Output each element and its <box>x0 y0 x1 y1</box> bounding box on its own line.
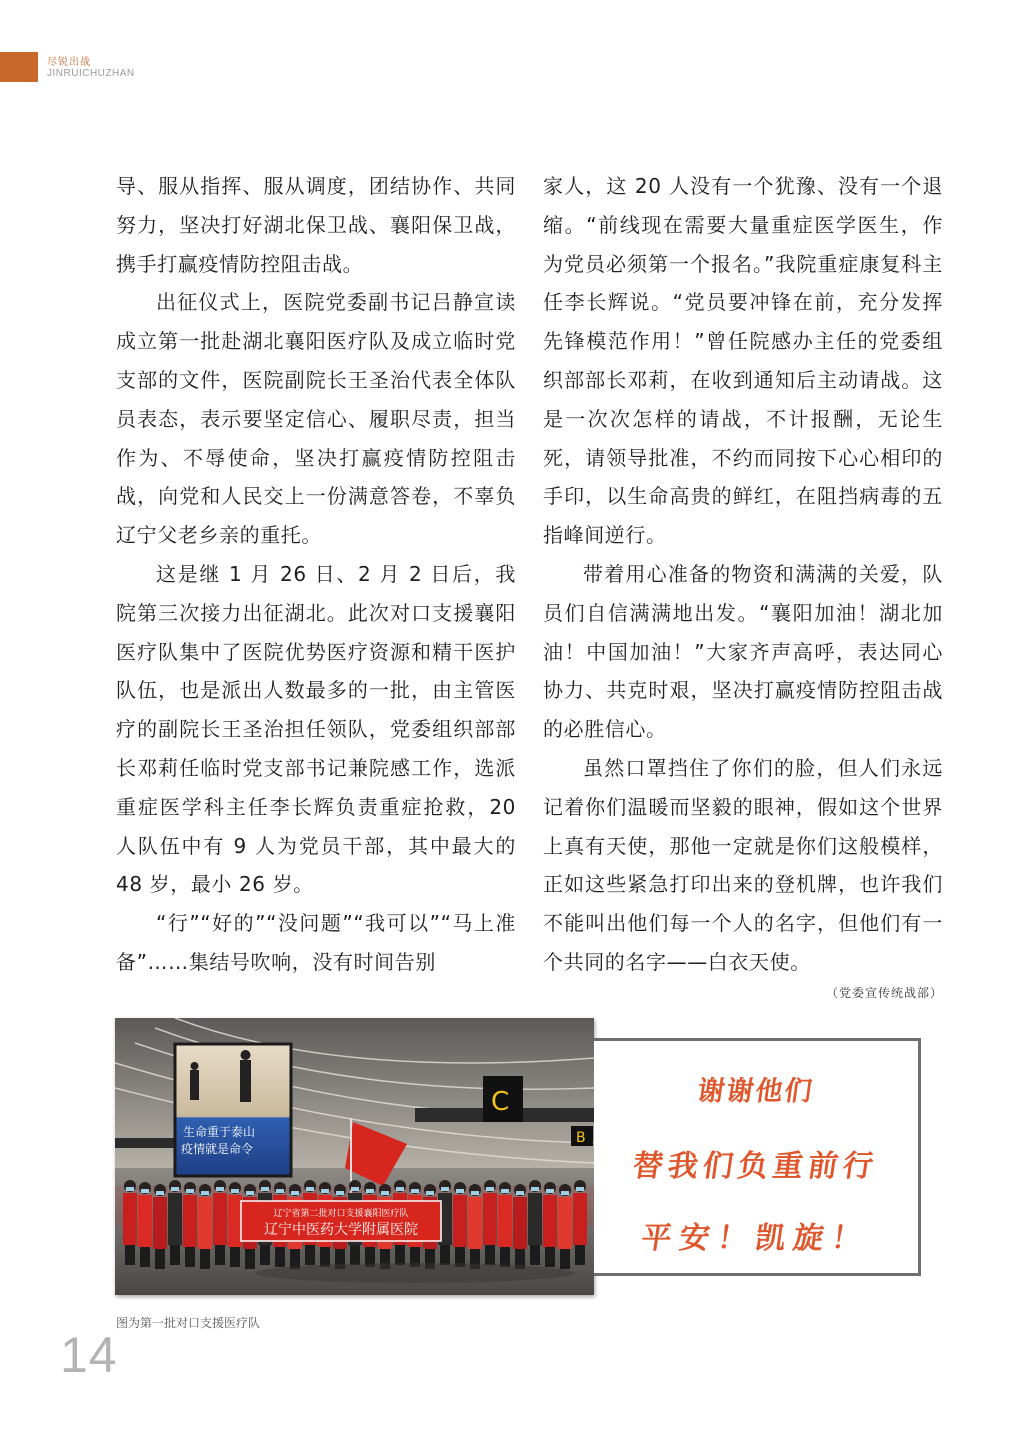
team-member-legs <box>170 1245 180 1265</box>
team-member-legs <box>350 1245 360 1265</box>
team-member-legs <box>245 1249 255 1269</box>
team-member <box>168 1193 182 1245</box>
team-member <box>483 1193 497 1245</box>
face-mask <box>291 1191 299 1195</box>
thanks-line-2: 替我们负重前行 <box>630 1149 881 1184</box>
article-left-column <box>116 167 516 982</box>
team-member <box>468 1197 482 1249</box>
face-mask <box>411 1189 419 1193</box>
gate-sign-b: B <box>576 1130 586 1146</box>
team-member-legs <box>395 1245 405 1265</box>
banner-line-1: 辽宁省第二批对口支援襄阳医疗队 <box>273 1209 409 1219</box>
team-member-legs <box>575 1245 585 1265</box>
face-mask <box>321 1189 329 1193</box>
team-member <box>213 1193 227 1245</box>
team-member-legs <box>545 1247 555 1267</box>
team-member-legs <box>155 1249 165 1269</box>
team-member <box>498 1195 512 1247</box>
team-member-legs <box>560 1249 570 1269</box>
thanks-line-3: 平安！凯旋！ <box>639 1221 872 1256</box>
face-mask <box>156 1191 164 1195</box>
team-member-legs <box>500 1247 510 1267</box>
team-member <box>573 1193 587 1245</box>
paragraph: 出征仪式上，医院党委副书记吕静宣读成立第一批赴湖北襄阳医疗队及成立临时党支部的文件，医院副院长王圣治代表全体队员表态，表示要坚定信心、履职尽责，担当作为、不辱使命，坚决打赢疫情防控阻击战，向党和人民交上一份满意答卷，不辜负辽宁父老乡亲的重托。 <box>116 290 516 548</box>
face-mask <box>231 1189 239 1193</box>
section-title-pinyin: JINRUICHUZHAN <box>47 68 135 79</box>
team-member <box>228 1195 242 1247</box>
team-member <box>183 1195 197 1247</box>
face-mask <box>546 1189 554 1193</box>
team-member <box>138 1195 152 1247</box>
face-mask <box>276 1189 284 1193</box>
photo-caption: 图为第一批对口支援医疗队 <box>116 1316 261 1330</box>
paragraph: 带着用心准备的物资和满满的关爱，队员们自信满满地出发。“襄阳加油！湖北加油！中国加油！”大家齐声高呼，表达同心协力、共克时艰，坚决打赢疫情防控阻击战的必胜信心。 <box>543 561 943 742</box>
face-mask <box>501 1189 509 1193</box>
team-member <box>513 1197 527 1249</box>
team-member-legs <box>440 1245 450 1265</box>
page-number: 14 <box>60 1327 118 1383</box>
team-member-legs <box>185 1247 195 1267</box>
face-mask <box>261 1187 269 1191</box>
face-mask <box>336 1191 344 1195</box>
face-mask <box>441 1187 449 1191</box>
team-member-legs <box>275 1247 285 1267</box>
face-mask <box>126 1187 134 1191</box>
paragraph: 导、服从指挥、服从调度，团结协作、共同努力，坚决打好湖北保卫战、襄阳保卫战，携手打赢疫情防控阻击战。 <box>116 174 516 276</box>
face-mask <box>516 1191 524 1195</box>
team-member-legs <box>215 1245 225 1265</box>
team-member-legs <box>290 1249 300 1269</box>
article-right-column <box>543 167 943 982</box>
team-member-legs <box>305 1245 315 1265</box>
screen-slogan-2: 疫情就是命令 <box>181 1142 254 1156</box>
team-member-legs <box>320 1247 330 1267</box>
section-title: 尽锐出战 <box>47 57 91 68</box>
face-mask <box>351 1187 359 1191</box>
team-member-legs <box>140 1247 150 1267</box>
face-mask <box>171 1187 179 1191</box>
team-member-legs <box>200 1249 210 1269</box>
screen-slogan-1: 生命重于泰山 <box>183 1125 256 1139</box>
face-mask <box>561 1191 569 1195</box>
face-mask <box>201 1191 209 1195</box>
team-member <box>528 1193 542 1245</box>
team-member-legs <box>485 1245 495 1265</box>
team-member-legs <box>530 1245 540 1265</box>
paragraph: “行”“好的”“没问题”“我可以”“马上准备”……集结号吹响，没有时间告别 <box>116 911 516 974</box>
face-mask <box>216 1187 224 1191</box>
paragraph: 虽然口罩挡住了你们的脸，但人们永远记着你们温暖而坚毅的眼神，假如这个世界上真有天使，那他一定就是你们这般模样，正如这些紧急打印出来的登机牌，也许我们不能叫出他们每一个人的名字，但他们有一个共同的名字——白衣天使。 <box>543 755 943 974</box>
medical-team-photo <box>115 1018 594 1295</box>
team-member <box>558 1197 572 1249</box>
banner-line-2: 辽宁中医药大学附属医院 <box>264 1222 418 1238</box>
team-member-legs <box>260 1245 270 1265</box>
team-member <box>198 1197 212 1249</box>
face-mask <box>306 1187 314 1191</box>
face-mask <box>396 1187 404 1191</box>
section-tab <box>0 52 38 82</box>
article-credit: （党委宣传统战部） <box>826 986 944 1000</box>
face-mask <box>246 1191 254 1195</box>
paragraph: 这是继 1 月 26 日、2 月 2 日后，我院第三次接力出征湖北。此次对口支援襄阳医疗队集中了医院优势医疗资源和精干医护队伍，也是派出人数最多的一批，由主管医疗的副院长王圣治担任领队，党委组织部部长邓莉任临时党支部书记兼院感工作，选派重症医学科主任李长辉负责重症抢救，20 人队伍中有 9 人为党员干部，其中最大的 48 岁，最小 26 岁。 <box>116 561 516 897</box>
face-mask <box>576 1187 584 1191</box>
face-mask <box>141 1189 149 1193</box>
gate-sign: C <box>491 1087 510 1117</box>
face-mask <box>531 1187 539 1191</box>
team-member <box>543 1195 557 1247</box>
team-member <box>453 1195 467 1247</box>
face-mask <box>456 1189 464 1193</box>
team-member <box>123 1193 137 1245</box>
face-mask <box>366 1189 374 1193</box>
face-mask <box>471 1191 479 1195</box>
team-member <box>153 1197 167 1249</box>
thanks-line-1: 谢谢他们 <box>695 1076 816 1107</box>
face-mask <box>381 1191 389 1195</box>
paragraph: 家人，这 20 人没有一个犹豫、没有一个退缩。“前线现在需要大量重症医学医生，作为党员必须第一个报名。”我院重症康复科主任李长辉说。“党员要冲锋在前，充分发挥先锋模范作用！”曾任院感办主任的党委组织部部长邓莉，在收到通知后主动请战。这是一次次怎样的请战，不计报酬，无论生死，请领导批准，不约而同按下心心相印的手印，以生命高贵的鲜红，在阻挡病毒的五指峰间逆行。 <box>543 174 943 548</box>
face-mask <box>186 1189 194 1193</box>
thanks-card <box>594 1038 921 1276</box>
face-mask <box>486 1187 494 1191</box>
face-mask <box>426 1191 434 1195</box>
team-member-legs <box>125 1245 135 1265</box>
team-member-legs <box>230 1247 240 1267</box>
